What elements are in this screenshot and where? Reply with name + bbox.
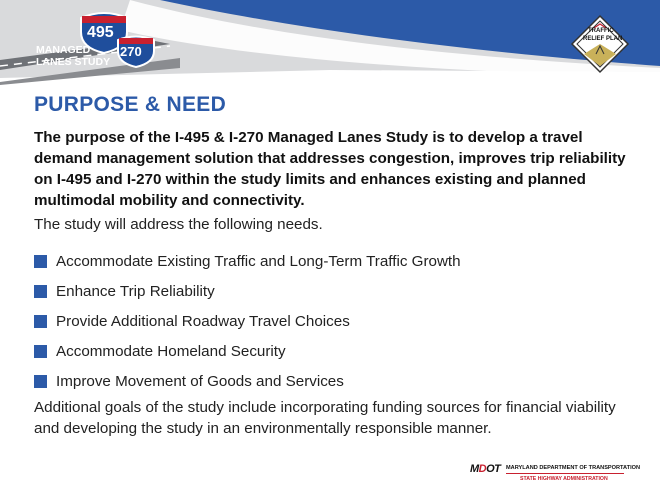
need-text: Improve Movement of Goods and Services bbox=[56, 372, 344, 390]
purpose-statement: The purpose of the I-495 & I-270 Managed Lanes Study is to develop a travel demand management solution that addresses congestion, improves trip reliability on I-495 and I-270 within the study limits and enhances existing and planned multimodal mobility and connectivity. bbox=[34, 129, 626, 209]
square-bullet-icon bbox=[34, 255, 47, 268]
study-name-line1: MANAGED bbox=[36, 44, 91, 56]
need-text: Enhance Trip Reliability bbox=[56, 282, 215, 300]
need-item bbox=[34, 306, 461, 336]
need-text: Provide Additional Roadway Travel Choices bbox=[56, 312, 350, 330]
square-bullet-icon bbox=[34, 285, 47, 298]
mdot-letter-d: D bbox=[478, 463, 487, 475]
badge-line2: RELIEF PLAN bbox=[583, 36, 623, 42]
square-bullet-icon bbox=[34, 315, 47, 328]
traffic-relief-plan-logo bbox=[570, 14, 630, 74]
need-item bbox=[34, 246, 461, 276]
mdot-footer-logo bbox=[470, 463, 641, 487]
badge-line1: TRAFFIC bbox=[588, 28, 614, 34]
footer-divider bbox=[506, 473, 624, 474]
header-banner bbox=[0, 0, 660, 85]
need-item bbox=[34, 336, 461, 366]
square-bullet-icon bbox=[34, 375, 47, 388]
need-item bbox=[34, 366, 461, 396]
need-text: Accommodate Existing Traffic and Long-Term Traffic Growth bbox=[56, 252, 461, 270]
mdot-letters-ot: OT bbox=[486, 463, 501, 475]
mdot-letter-m: M bbox=[470, 463, 479, 475]
need-text: Accommodate Homeland Security bbox=[56, 342, 286, 360]
needs-lead-in: The study will address the following needs. bbox=[34, 216, 323, 233]
agency-name: STATE HIGHWAY ADMINISTRATION bbox=[520, 476, 608, 482]
additional-goals: Additional goals of the study include incorporating funding sources for financial viability and developing the study in an environmentally responsible manner. bbox=[34, 399, 616, 437]
page-title: PURPOSE & NEED bbox=[34, 93, 227, 116]
department-name: MARYLAND DEPARTMENT OF TRANSPORTATION bbox=[506, 465, 641, 471]
needs-list bbox=[34, 246, 461, 396]
study-name-line2: LANES STUDY bbox=[36, 56, 111, 68]
shield-495-number: 495 bbox=[87, 24, 114, 41]
square-bullet-icon bbox=[34, 345, 47, 358]
need-item bbox=[34, 276, 461, 306]
mdot-wordmark bbox=[470, 463, 500, 475]
shield-270-number: 270 bbox=[120, 44, 142, 59]
